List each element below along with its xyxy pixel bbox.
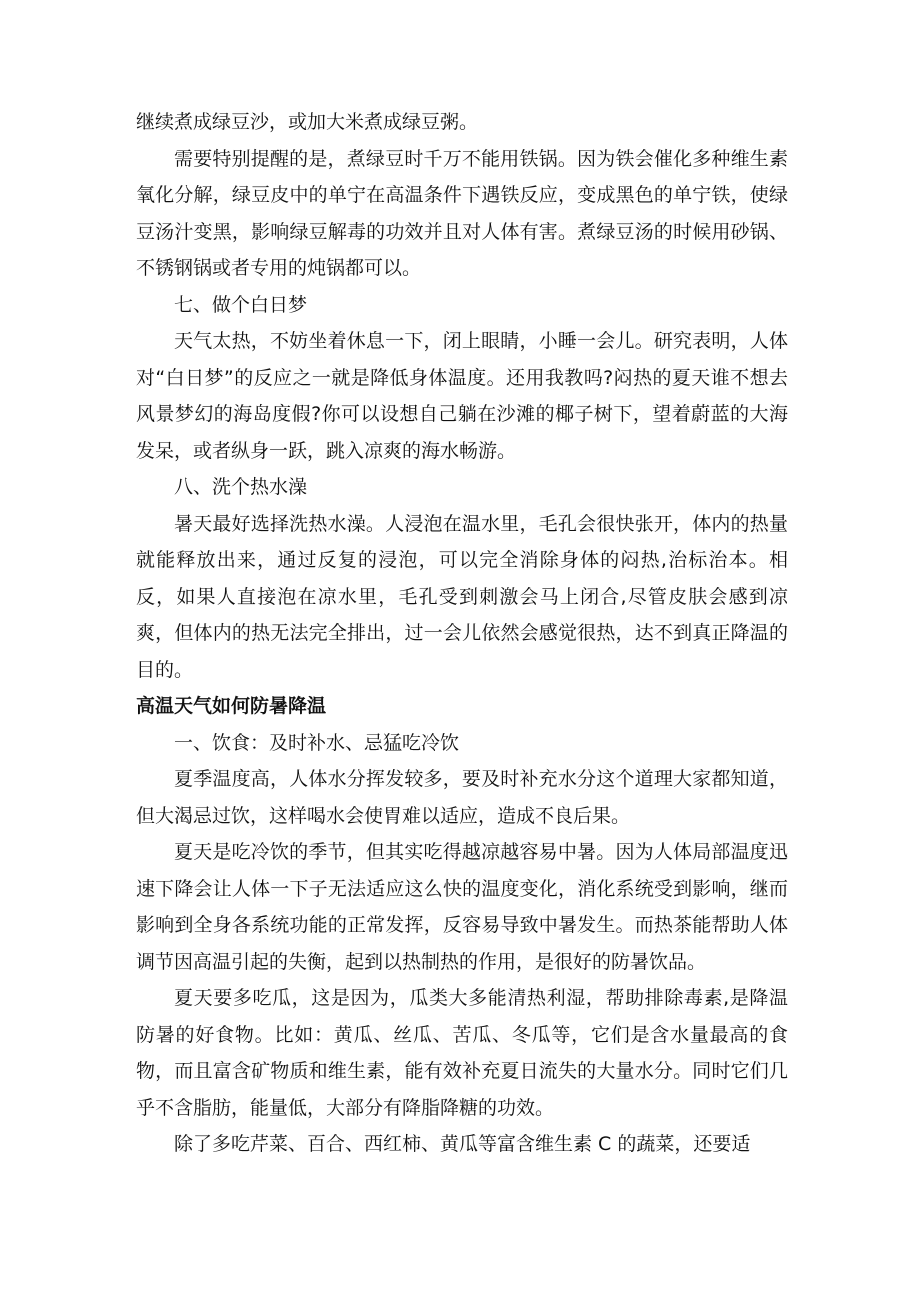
subheading-daydream: 七、做个白日梦 (174, 293, 308, 316)
subheading-diet: 一、饮食：及时补水、忌猛吃冷饮 (174, 731, 460, 754)
subheading-hot-bath: 八、洗个热水澡 (174, 476, 308, 498)
paragraph-melons: 夏天要多吃瓜，这是因为，瓜类大多能清热利湿，帮助排除毒素,是降温防暑的好食物。比如：黄瓜、丝瓜、苦瓜、冬瓜等，它们是含水量最高的食物，而且富含矿物质和维生素，能有效补充夏日流失的大量水分。同时它们几乎不含脂肪，能量低，大部分有降脂降糖的功效。 (136, 987, 788, 1119)
section-heading: 高温天气如何防暑降温 (136, 695, 327, 717)
paragraph-hydration: 夏季温度高，人体水分挥发较多，要及时补充水分这个道理大家都知道，但大渴忌过饮，这样喝水会使胃难以适应，造成不良后果。 (136, 768, 788, 827)
paragraph-hot-bath: 暑天最好选择洗热水澡。人浸泡在温水里，毛孔会很快张开，体内的热量就能释放出来，通过反复的浸泡，可以完全消除身体的闷热,治标治本。相反，如果人直接泡在凉水里，毛孔受到刺激会马上闭合,尽管皮肤会感到凉爽，但体内的热无法完全排出，过一会儿依然会感觉很热，达不到真正降温的目的。 (136, 512, 788, 681)
paragraph-cold-drinks: 夏天是吃冷饮的季节，但其实吃得越凉越容易中暑。因为人体局部温度迅速下降会让人体一下子无法适应这么快的温度变化，消化系统受到影响，继而影响到全身各系统功能的正常发挥，反容易导致中暑发生。而热茶能帮助人体调节因高温引起的失衡，起到以热制热的作用，是很好的防暑饮品。 (136, 841, 788, 973)
paragraph-iron-pot-warning: 需要特别提醒的是，煮绿豆时千万不能用铁锅。因为铁会催化多种维生素氧化分解，绿豆皮中的单宁在高温条件下遇铁反应，变成黑色的单宁铁，使绿豆汤汁变黑，影响绿豆解毒的功效并且对人体有害。煮绿豆汤的时候用砂锅、不锈钢锅或者专用的炖锅都可以。 (136, 147, 788, 279)
paragraph-continuation: 继续煮成绿豆沙，或加大米煮成绿豆粥。 (136, 111, 479, 133)
paragraph-daydream: 天气太热，不妨坐着休息一下，闭上眼睛，小睡一会儿。研究表明，人体对“白日梦”的反应之一就是降低身体温度。还用我教吗?闷热的夏天谁不想去风景梦幻的海岛度假?你可以设想自己躺在沙滩的椰子树下，望着蔚蓝的大海发呆，或者纵身一跃，跳入凉爽的海水畅游。 (136, 330, 788, 462)
paragraph-vegetables: 除了多吃芹菜、百合、西红柿、黄瓜等富含维生素 C 的蔬菜，还要适 (174, 1133, 751, 1155)
document-body (136, 104, 788, 1163)
